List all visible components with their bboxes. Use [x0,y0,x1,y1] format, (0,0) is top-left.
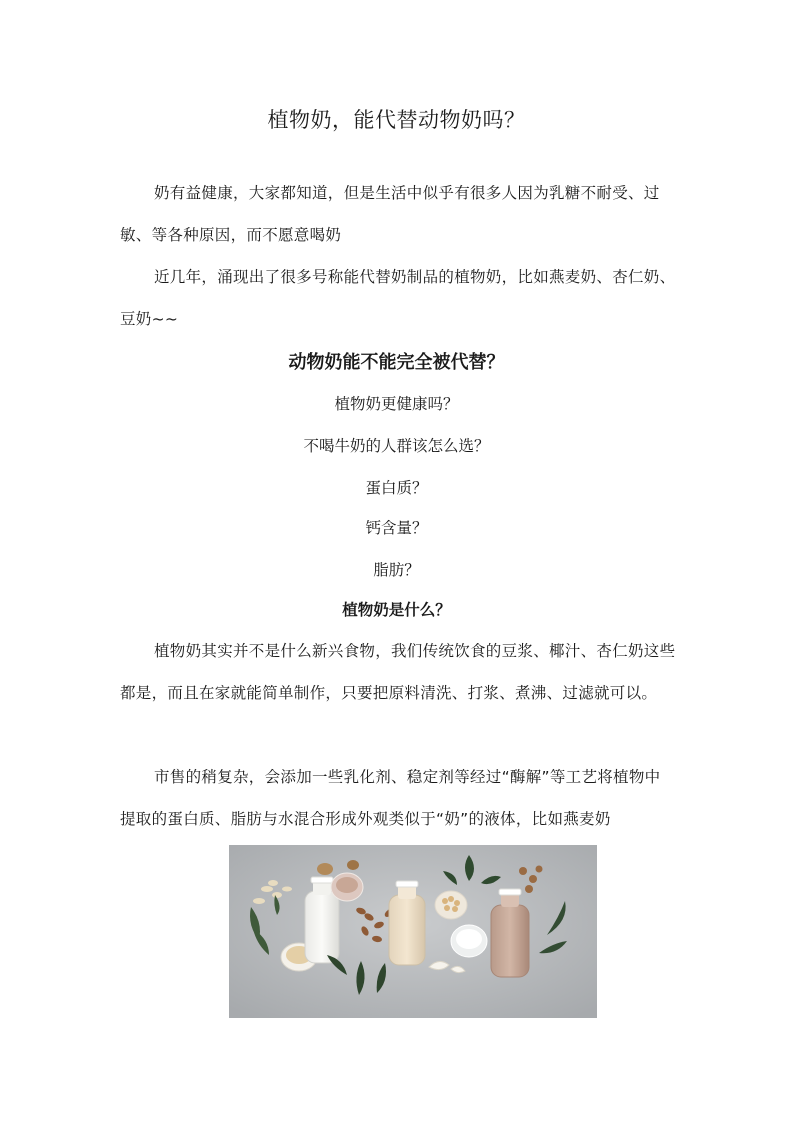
section-heading-what-is: 植物奶是什么？ [342,601,451,619]
section2-paragraph-2: 市售的稍复杂，会添加一些乳化剂、稳定剂等经过“酶解”等工艺将植物中提取的蛋白质、脂肪与水混合形成外观类似于“奶”的液体，比如燕麦奶 [120,768,661,828]
plant-milk-photo [229,845,597,1018]
intro-paragraph-2: 近几年，涌现出了很多号称能代替奶制品的植物奶，比如燕麦奶、杏仁奶、豆奶~~ [120,268,676,328]
question-item: 植物奶更健康吗？ [334,395,459,413]
question-item: 钙含量？ [365,519,428,537]
question-item: 不喝牛奶的人群该怎么选？ [303,437,490,455]
section2-paragraph-1: 植物奶其实并不是什么新兴食物，我们传统饮食的豆浆、椰汁、杏仁奶这些都是，而且在家就能简单制作，只要把原料清洗、打浆、煮沸、过滤就可以。 [120,642,676,702]
document-title: 植物奶，能代替动物奶吗？ [267,108,526,132]
question-item: 脂肪？ [373,561,420,579]
question-item: 蛋白质？ [365,479,428,497]
section-heading-replaceable: 动物奶能不能完全被代替？ [288,352,505,373]
intro-paragraph-1: 奶有益健康，大家都知道，但是生活中似乎有很多人因为乳糖不耐受、过敏、等各种原因，而不愿意喝奶 [120,184,660,244]
